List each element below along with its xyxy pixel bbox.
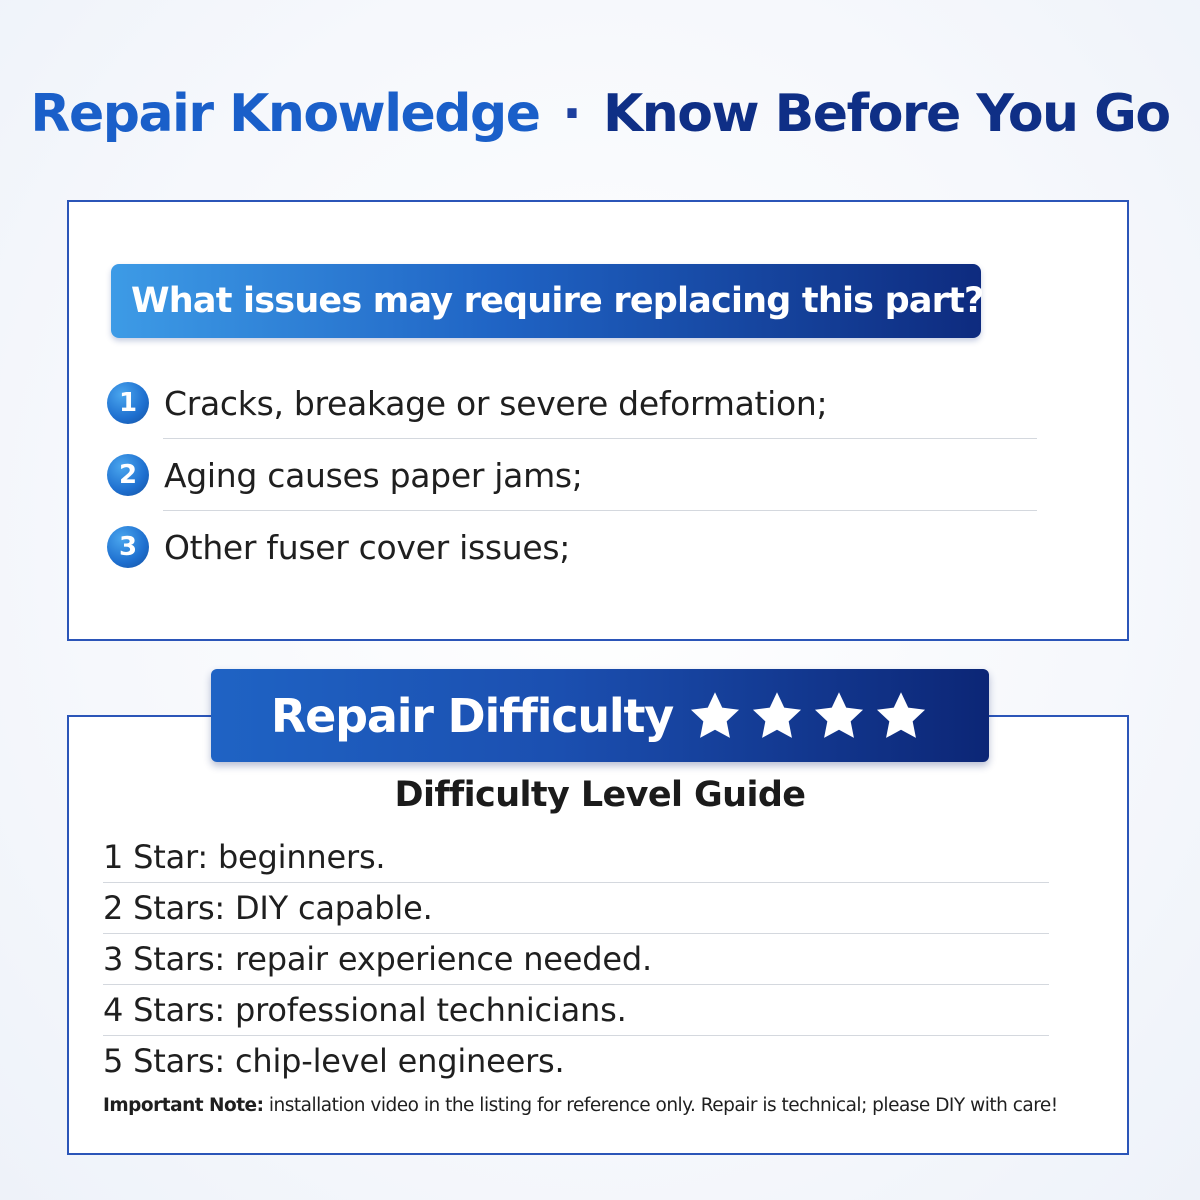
important-note xyxy=(103,1095,1103,1116)
difficulty-level-text: 2 Stars: DIY capable. xyxy=(103,889,433,927)
important-note-label: Important Note: xyxy=(103,1095,264,1116)
page-title-primary: Repair Knowledge xyxy=(30,84,540,144)
star-icon xyxy=(811,688,867,744)
issue-item xyxy=(107,367,1037,439)
issues-panel xyxy=(67,200,1129,641)
important-note-text: installation video in the listing for reference only. Repair is technical; please DIY with care! xyxy=(263,1095,1058,1116)
number-badge-icon: 3 xyxy=(107,526,149,568)
page-title-secondary: Know Before You Go xyxy=(602,84,1170,144)
issue-text: Cracks, breakage or severe deformation; xyxy=(164,383,828,423)
difficulty-level-item xyxy=(103,883,1049,934)
issue-item xyxy=(107,439,1037,511)
difficulty-level-text: 1 Star: beginners. xyxy=(103,838,386,876)
issue-item xyxy=(107,511,1037,583)
difficulty-level-list xyxy=(103,832,1049,1087)
difficulty-level-item xyxy=(103,832,1049,883)
issues-banner: What issues may require replacing this part? xyxy=(111,264,981,338)
difficulty-level-text: 4 Stars: professional technicians. xyxy=(103,991,627,1029)
star-rating xyxy=(687,688,929,744)
star-icon xyxy=(749,688,805,744)
difficulty-level-text: 3 Stars: repair experience needed. xyxy=(103,940,652,978)
star-icon xyxy=(873,688,929,744)
issue-list xyxy=(107,367,1037,583)
difficulty-level-item xyxy=(103,934,1049,985)
difficulty-guide-title: Difficulty Level Guide xyxy=(394,775,806,815)
difficulty-level-item xyxy=(103,1036,1049,1087)
repair-difficulty-label: Repair Difficulty xyxy=(270,688,674,743)
issue-text: Aging causes paper jams; xyxy=(164,455,583,495)
page-title-separator: · xyxy=(562,84,581,144)
repair-difficulty-banner xyxy=(211,669,989,762)
difficulty-panel xyxy=(67,715,1129,1155)
page-title xyxy=(0,82,1200,146)
difficulty-level-item xyxy=(103,985,1049,1036)
number-badge-icon: 1 xyxy=(107,382,149,424)
number-badge-icon: 2 xyxy=(107,454,149,496)
difficulty-level-text: 5 Stars: chip-level engineers. xyxy=(103,1042,565,1080)
issue-text: Other fuser cover issues; xyxy=(164,527,571,567)
star-icon xyxy=(687,688,743,744)
